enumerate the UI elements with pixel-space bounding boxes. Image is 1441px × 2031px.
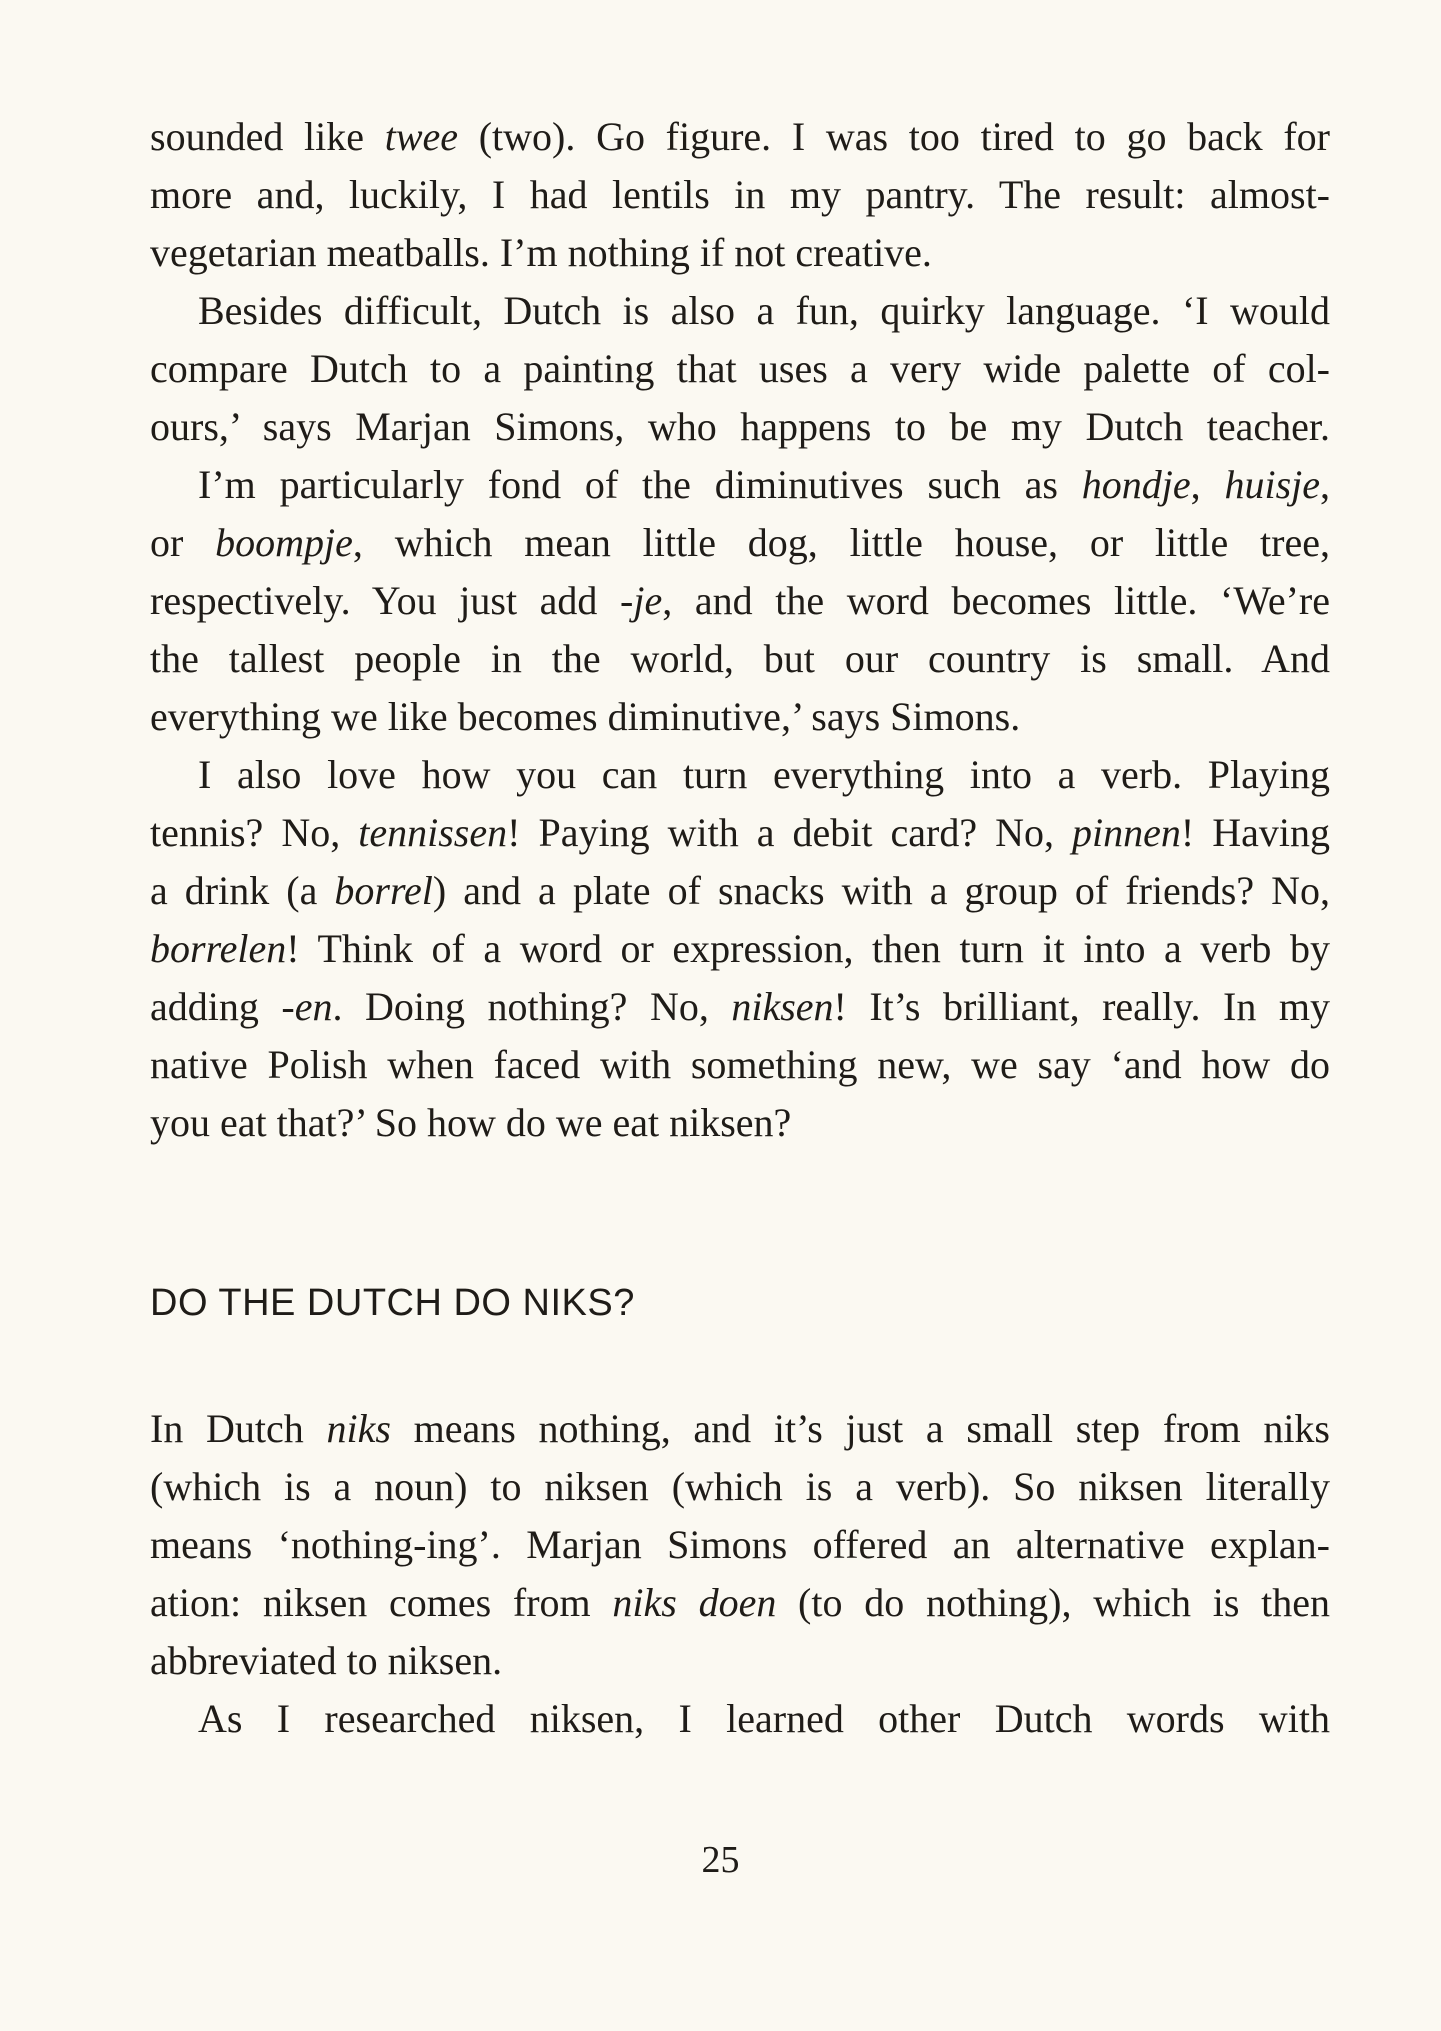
section-text (150, 1400, 1330, 1748)
text-line: more and, luckily, I had lentils in my pantry. The result: almost- (150, 172, 1330, 217)
text-line: borrelen! Think of a word or expression, then turn it into a verb by (150, 926, 1330, 971)
text-line: you eat that?’ So how do we eat niksen? (150, 1100, 792, 1145)
text-line: ation: niksen comes from niks doen (to do nothing), which is then (150, 1580, 1331, 1625)
text-line: (which is a noun) to niksen (which is a verb). So niksen literally (150, 1464, 1330, 1509)
text-line: a drink (a borrel) and a plate of snacks with a group of friends? No, (150, 868, 1331, 913)
text-line: respectively. You just add -je, and the word becomes little. ‘We’re (150, 578, 1331, 623)
text-line: In Dutch niks means nothing, and it’s just a small step from niks (150, 1406, 1330, 1451)
text-line: adding -en. Doing nothing? No, niksen! It’s brilliant, really. In my (150, 984, 1330, 1029)
text-line: ours,’ says Marjan Simons, who happens to be my Dutch teacher. (150, 404, 1330, 449)
text-line: native Polish when faced with something new, we say ‘and how do (150, 1042, 1330, 1087)
text-line: sounded like twee (two). Go figure. I was too tired to go back for (150, 114, 1330, 159)
text-line: everything we like becomes diminutive,’ says Simons. (150, 694, 1021, 739)
text-line: compare Dutch to a painting that uses a very wide palette of col- (150, 346, 1330, 391)
text-line: I’m particularly fond of the diminutives such as hondje, huisje, (198, 462, 1330, 507)
main-text (150, 108, 1330, 1152)
text-line: means ‘nothing-ing’. Marjan Simons offered an alternative explan- (150, 1522, 1330, 1567)
text-line: I also love how you can turn everything into a verb. Playing (198, 752, 1330, 797)
page-number: 25 (701, 1839, 740, 1881)
text-line: the tallest people in the world, but our country is small. And (150, 636, 1330, 681)
text-line: Besides difficult, Dutch is also a fun, quirky language. ‘I would (198, 288, 1330, 333)
text-line: As I researched niksen, I learned other Dutch words with (198, 1696, 1330, 1741)
text-line: or boompje, which mean little dog, little house, or little tree, (150, 520, 1330, 565)
section-heading: DO THE DUTCH DO NIKS? (150, 1282, 635, 1324)
text-line: tennis? No, tennissen! Paying with a debit card? No, pinnen! Having (150, 810, 1331, 855)
text-line: abbreviated to niksen. (150, 1638, 503, 1683)
text-line: vegetarian meatballs. I’m nothing if not creative. (150, 230, 932, 275)
